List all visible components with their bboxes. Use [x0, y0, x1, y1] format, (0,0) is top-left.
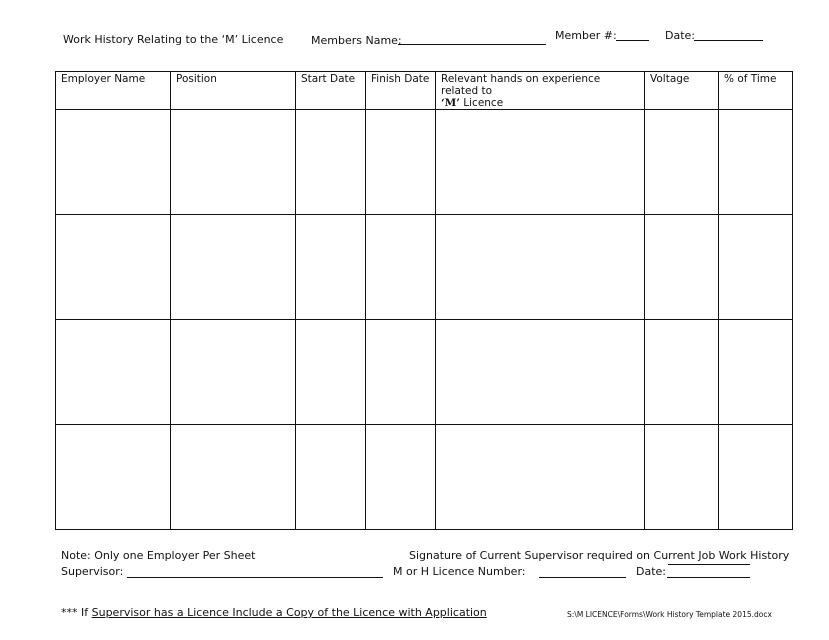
- table-cell[interactable]: [56, 215, 171, 320]
- table-cell[interactable]: [296, 425, 366, 530]
- table-cell[interactable]: [645, 215, 719, 320]
- column-header-percent-time: % of Time: [719, 72, 793, 110]
- table-cell[interactable]: [296, 110, 366, 215]
- table-cell[interactable]: [645, 425, 719, 530]
- table-cell[interactable]: [436, 320, 645, 425]
- form-title-suffix: Licence: [238, 33, 284, 46]
- table-cell[interactable]: [645, 320, 719, 425]
- form-title-m: ‘M’: [221, 33, 239, 46]
- table-cell[interactable]: [719, 320, 793, 425]
- column-header-relevant-experience: [436, 72, 645, 110]
- relevant-experience-m: ‘M’: [441, 97, 460, 109]
- licence-number-label: M or H Licence Number:: [393, 565, 526, 578]
- column-header-position: Position: [171, 72, 296, 110]
- header-date-field[interactable]: [694, 40, 763, 41]
- table-cell[interactable]: [171, 320, 296, 425]
- file-path: S:\M LICENCE\Forms\Work History Template 2015.docx: [567, 610, 772, 619]
- table-cell[interactable]: [719, 215, 793, 320]
- licence-copy-text: Supervisor has a Licence Include a Copy of the Licence with Application: [91, 606, 487, 619]
- table-cell[interactable]: [719, 110, 793, 215]
- table-cell[interactable]: [56, 110, 171, 215]
- table-cell[interactable]: [436, 425, 645, 530]
- form-title: [63, 33, 283, 46]
- members-name-field[interactable]: [398, 44, 546, 45]
- table-cell[interactable]: [366, 215, 436, 320]
- table-row: [56, 425, 793, 530]
- licence-copy-note: [61, 606, 487, 619]
- table-cell[interactable]: [436, 110, 645, 215]
- member-number-label: Member #:: [555, 29, 617, 42]
- form-title-prefix: Work History Relating to the: [63, 33, 222, 46]
- table-row: [56, 110, 793, 215]
- members-name-label: Members Name:: [311, 34, 402, 47]
- table-cell[interactable]: [366, 110, 436, 215]
- relevant-experience-line1: Relevant hands on experience related to: [441, 73, 601, 97]
- table-cell[interactable]: [296, 215, 366, 320]
- table-header-row: [56, 72, 793, 110]
- one-employer-note: Note: Only one Employer Per Sheet: [61, 549, 256, 562]
- supervisor-field[interactable]: [127, 577, 383, 578]
- table-cell[interactable]: [171, 110, 296, 215]
- table-cell[interactable]: [171, 215, 296, 320]
- member-number-field[interactable]: [616, 40, 649, 41]
- licence-copy-stars: *** If: [61, 606, 92, 619]
- column-header-start-date: Start Date: [296, 72, 366, 110]
- footer-date-label: Date:: [636, 565, 666, 578]
- column-header-voltage: Voltage: [645, 72, 719, 110]
- table-cell[interactable]: [436, 215, 645, 320]
- supervisor-label: Supervisor:: [61, 565, 124, 578]
- relevant-experience-licence: Licence: [459, 97, 504, 109]
- header-date-label: Date:: [665, 29, 695, 42]
- footer-date-field[interactable]: [667, 577, 750, 578]
- table-cell[interactable]: [56, 425, 171, 530]
- table-cell[interactable]: [645, 110, 719, 215]
- column-header-finish-date: Finish Date: [366, 72, 436, 110]
- table-cell[interactable]: [56, 320, 171, 425]
- table-cell[interactable]: [366, 425, 436, 530]
- table-row: [56, 320, 793, 425]
- table-cell[interactable]: [366, 320, 436, 425]
- table-cell[interactable]: [171, 425, 296, 530]
- licence-number-field[interactable]: [539, 577, 626, 578]
- work-history-table: [55, 71, 793, 530]
- signature-note-underline: [668, 564, 750, 565]
- table-cell[interactable]: [296, 320, 366, 425]
- table-cell[interactable]: [719, 425, 793, 530]
- column-header-employer-name: Employer Name: [56, 72, 171, 110]
- table-row: [56, 215, 793, 320]
- signature-required-note: Signature of Current Supervisor required on Current Job Work History: [409, 549, 790, 562]
